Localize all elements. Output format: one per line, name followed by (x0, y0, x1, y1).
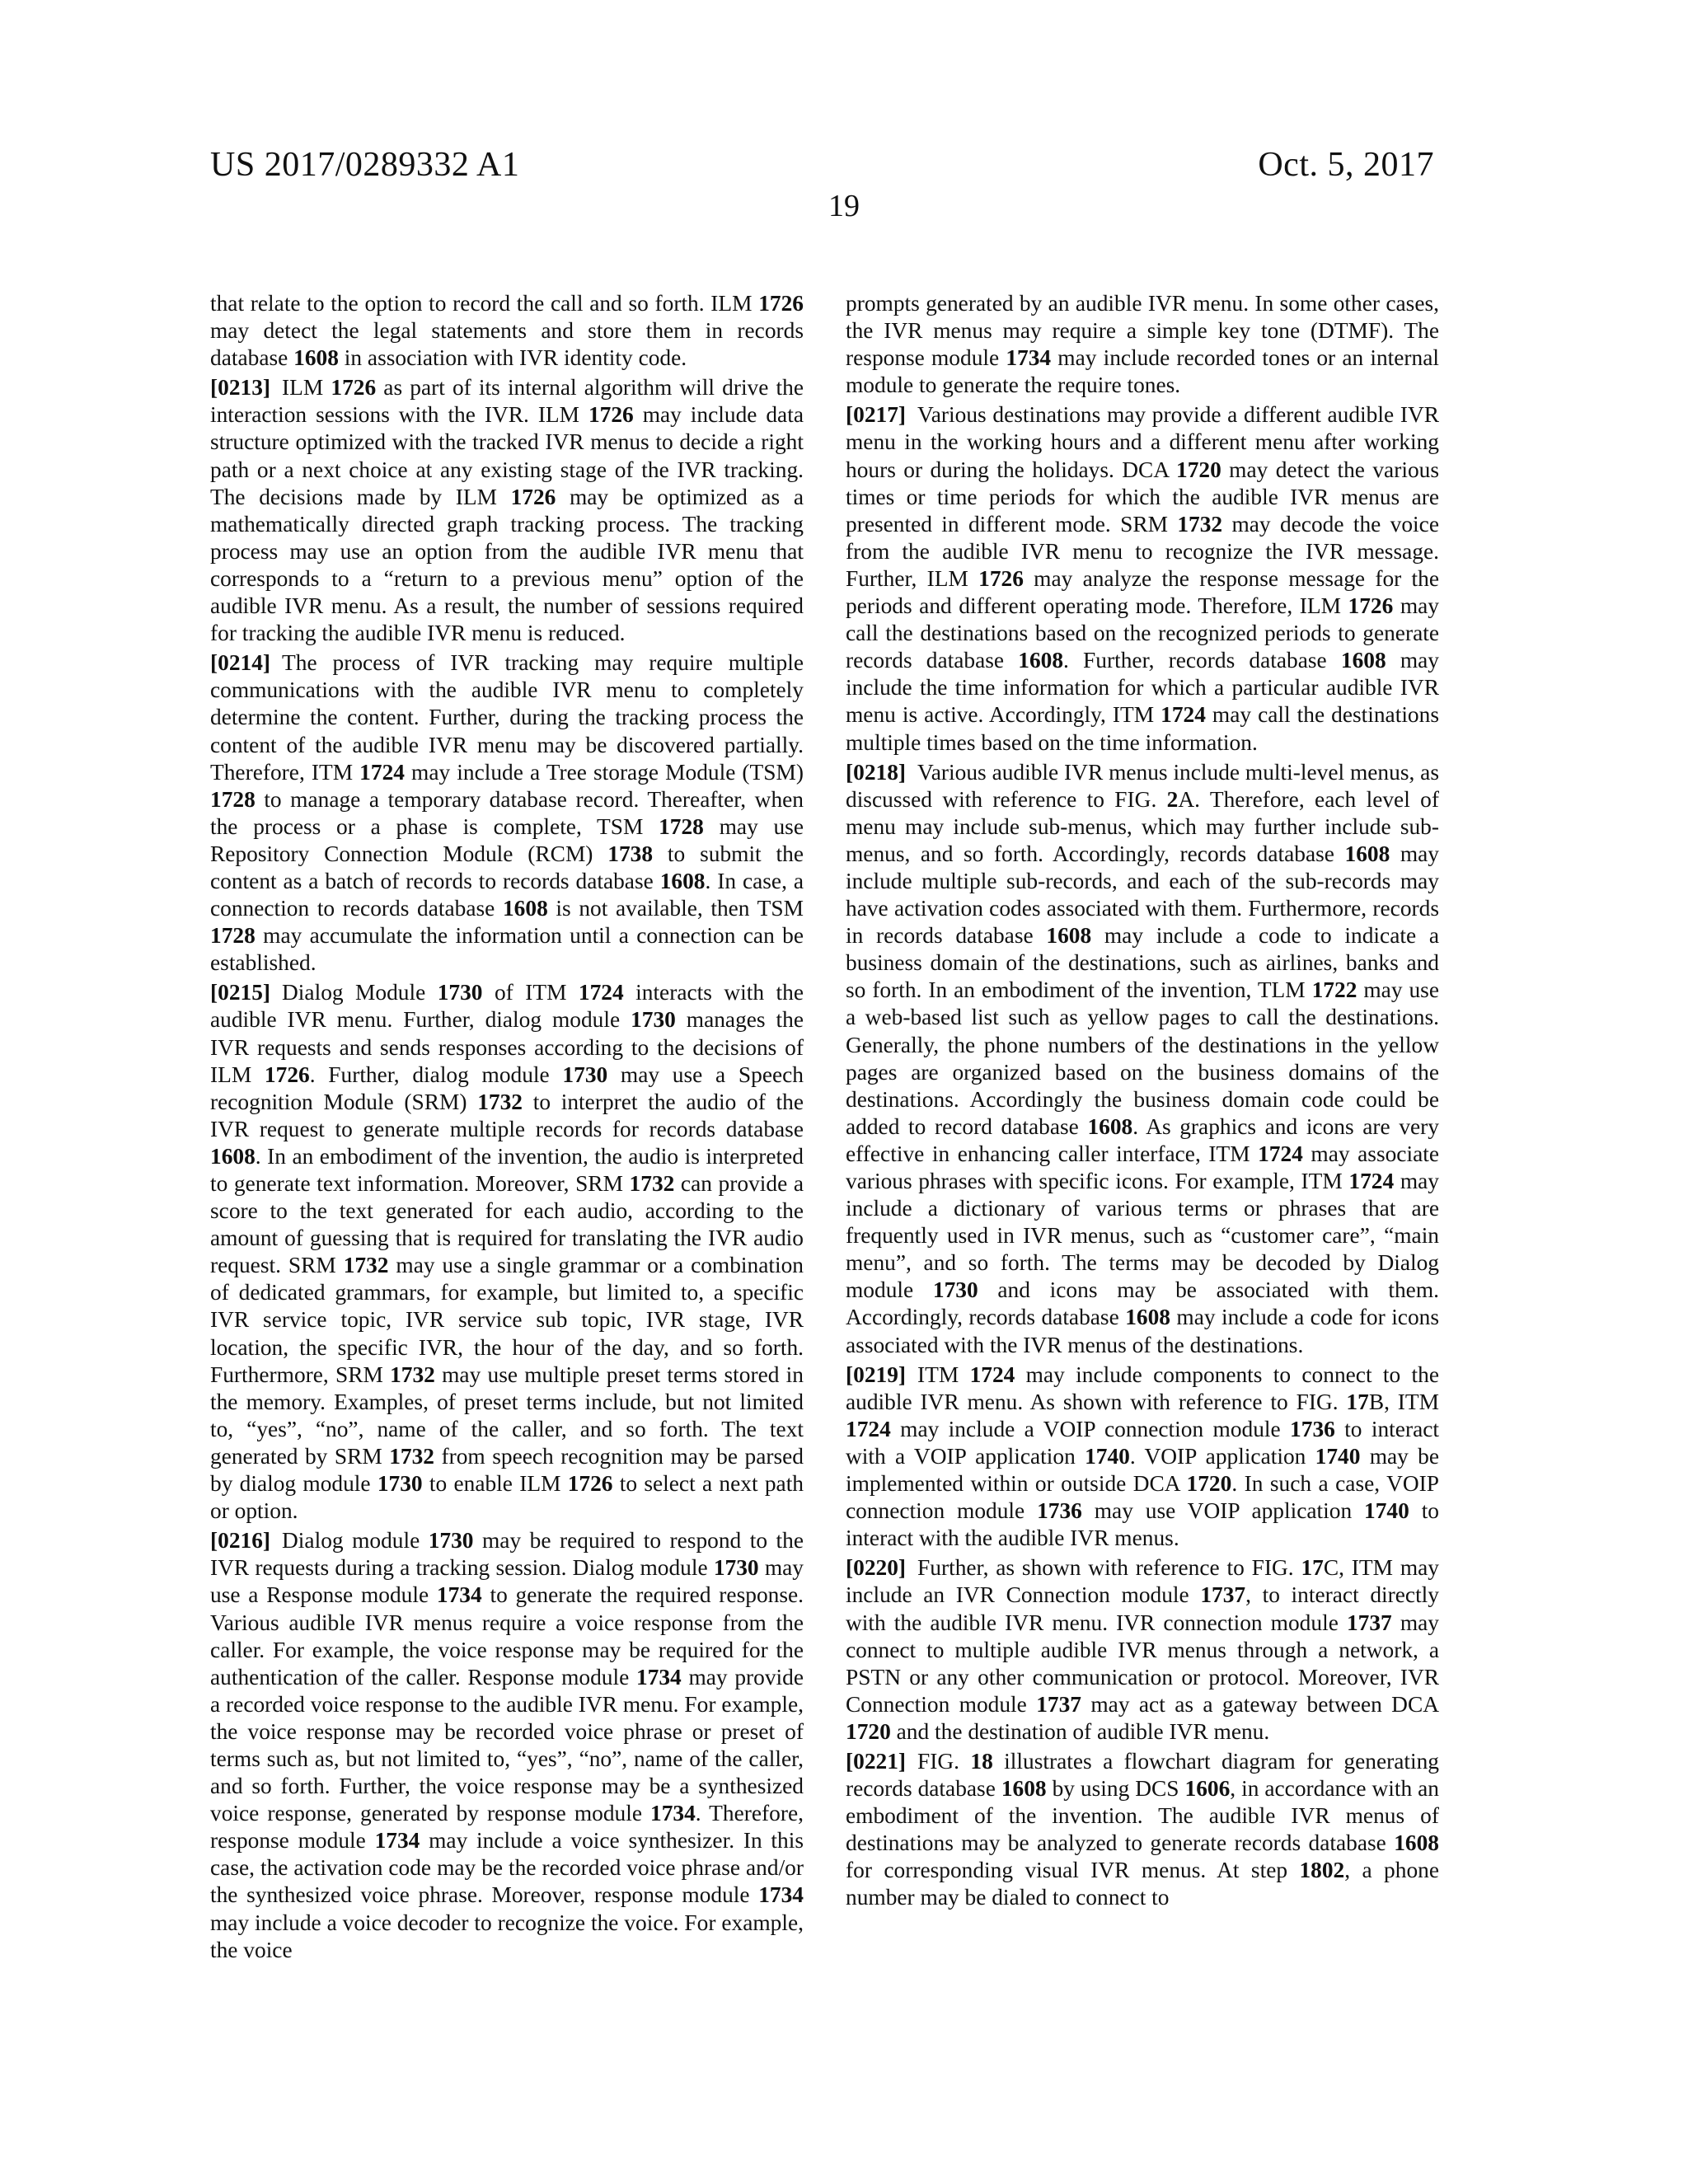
paragraph (210, 979, 804, 1525)
paragraph-text: The process of IVR tracking may require multiple communications with the audible IVR menu to completely determine the content. Further, during the tracking process the content of the audible IVR menu may be discovered partially. Therefore, ITM 1724 may include a Tree storage Module (TSM) 1728 to manage a temporary database record. Thereafter, when the process or a phase is complete, TSM 1728 may use Repository Connection Module (RCM) 1738 to submit the content as a batch of records to records database 1608. In case, a connection to records database 1608 is not available, then TSM 1728 may accumulate the information until a connection can be established. (210, 650, 804, 976)
paragraph-number: [0214] (210, 650, 271, 676)
paragraph (846, 290, 1439, 399)
paragraph (846, 1554, 1439, 1746)
publication-number: US 2017/0289332 A1 (210, 146, 520, 184)
paragraph-text: Dialog Module 1730 of ITM 1724 interacts with the audible IVR menu. Further, dialog module 1730 manages the IVR requests and sends responses according to the decisions of ILM 1726. Further, dialog module 1730 may use a Speech recognition Module (SRM) 1732 to interpret the audio of the IVR request to generate multiple records for records database 1608. In an embodiment of the invention, the audio is interpreted to generate text information. Moreover, SRM 1732 can provide a score to the text generated for each audio, according to the amount of guessing that is required for translating the IVR audio request. SRM 1732 may use a single grammar or a combination of dedicated grammars, for example, but limited to, a specific IVR service topic, IVR service sub topic, IVR stage, IVR location, the specific IVR, the hour of the day, and so forth. Furthermore, SRM 1732 may use multiple preset terms stored in the memory. Examples, of preset terms include, but not limited to, “yes”, “no”, name of the caller, and so forth. The text generated by SRM 1732 from speech recognition may be parsed by dialog module 1730 to enable ILM 1726 to select a next path or option. (210, 980, 804, 1524)
paragraph-number: [0218] (846, 759, 907, 785)
paragraph (846, 401, 1439, 756)
paragraph-number: [0220] (846, 1555, 907, 1581)
paragraph-text: ILM 1726 as part of its internal algorithm will drive the interaction sessions with the IVR. ILM 1726 may include data structure optimized with the tracked IVR menus to decide a right path or a next choice at any existing stage of the IVR tracking. The decisions made by ILM 1726 may be optimized as a mathematically directed graph tracking process. The tracking process may use an option from the audible IVR menu that corresponds to a “return to a previous menu” option of the audible IVR menu. As a result, the number of sessions required for tracking the audible IVR menu is reduced. (210, 375, 804, 646)
paragraph-text: Further, as shown with reference to FIG. 17C, ITM may include an IVR Connection module 1737, to interact directly with the audible IVR menu. IVR connection module 1737 may connect to multiple audible IVR menus through a network, a PSTN or any other communication or protocol. Moreover, IVR Connection module 1737 may act as a gateway between DCA 1720 and the destination of audible IVR menu. (846, 1555, 1440, 1744)
paragraph-number: [0216] (210, 1528, 271, 1554)
paragraph (210, 1527, 804, 1964)
paragraph-text: ITM 1724 may include components to connect to the audible IVR menu. As shown with reference to FIG. 17B, ITM 1724 may include a VOIP connection module 1736 to interact with a VOIP application 1740. VOIP application 1740 may be implemented within or outside DCA 1720. In such a case, VOIP connection module 1736 may use VOIP application 1740 to interact with the audible IVR menus. (846, 1361, 1440, 1551)
right-text-column (846, 290, 1439, 1915)
paragraph-text: prompts generated by an audible IVR menu. In some other cases, the IVR menus may require a simple key tone (DTMF). The response module 1734 may include recorded tones or an internal module to generate the require tones. (846, 291, 1440, 398)
paragraph (210, 374, 804, 647)
paragraph (846, 1361, 1439, 1553)
paragraph-number: [0213] (210, 375, 271, 401)
paragraph-text: Dialog module 1730 may be required to respond to the IVR requests during a tracking session. Dialog module 1730 may use a Response module 1734 to generate the required response. Various audible IVR menus require a voice response from the caller. For example, the voice response may be required for the authentication of the caller. Response module 1734 may provide a recorded voice response to the audible IVR menu. For example, the voice response may be recorded voice phrase or preset of terms such as, but not limited to, “yes”, “no”, name of the caller, and so forth. Further, the voice response may be a synthesized voice response, generated by response module 1734. Therefore, response module 1734 may include a voice synthesizer. In this case, the activation code may be the recorded voice phrase and/or the synthesized voice phrase. Moreover, response module 1734 may include a voice decoder to recognize the voice. For example, the voice (210, 1528, 804, 1962)
paragraph (210, 649, 804, 977)
paragraph-number: [0219] (846, 1361, 907, 1387)
paragraph-number: [0215] (210, 980, 271, 1005)
paragraph (846, 1748, 1439, 1912)
paragraph-number: [0217] (846, 402, 907, 428)
paragraph-text: Various destinations may provide a different audible IVR menu in the working hours and a different menu after working hours or during the holidays. DCA 1720 may detect the various times or time periods for which the audible IVR menus are presented in different mode. SRM 1732 may decode the voice from the audible IVR menu to recognize the IVR message. Further, ILM 1726 may analyze the response message for the periods and different operating mode. Therefore, ILM 1726 may call the destinations based on the recognized periods to generate records database 1608. Further, records database 1608 may include the time information for which a particular audible IVR menu is active. Accordingly, ITM 1724 may call the destinations multiple times based on the time information. (846, 402, 1440, 755)
paragraph-number: [0221] (846, 1748, 907, 1774)
left-text-column (210, 290, 804, 1966)
paragraph-text: Various audible IVR menus include multi-level menus, as discussed with reference to FIG. 2A. Therefore, each level of menu may include sub-menus, which may further include sub-menus, and so forth. Accordingly, records database 1608 may include multiple sub-records, and each of the sub-records may have activation codes associated with them. Furthermore, records in records database 1608 may include a code to indicate a business domain of the destinations, such as airlines, banks and so forth. In an embodiment of the invention, TLM 1722 may use a web-based list such as yellow pages to call the destinations. Generally, the phone numbers of the destinations in the yellow pages are organized based on the business domains of the destinations. Accordingly the business domain code could be added to record database 1608. As graphics and icons are very effective in enhancing caller interface, ITM 1724 may associate various phrases with specific icons. For example, ITM 1724 may include a dictionary of various terms or phrases that are frequently used in IVR menus, such as “customer care”, “main menu”, and so forth. The terms may be decoded by Dialog module 1730 and icons may be associated with them. Accordingly, records database 1608 may include a code for icons associated with the IVR menus of the destinations. (846, 759, 1440, 1357)
paragraph (846, 759, 1439, 1359)
page-number: 19 (828, 189, 860, 223)
paragraph-text: that relate to the option to record the call and so forth. ILM 1726 may detect the legal statements and store them in records database 1608 in association with IVR identity code. (210, 291, 804, 371)
paragraph (210, 290, 804, 372)
paragraph-text: FIG. 18 illustrates a flowchart diagram for generating records database 1608 by using DCS 1606, in accordance with an embodiment of the invention. The audible IVR menus of destinations may be analyzed to generate records database 1608 for corresponding visual IVR menus. At step 1802, a phone number may be dialed to connect to (846, 1748, 1439, 1910)
publication-date: Oct. 5, 2017 (1258, 146, 1434, 184)
